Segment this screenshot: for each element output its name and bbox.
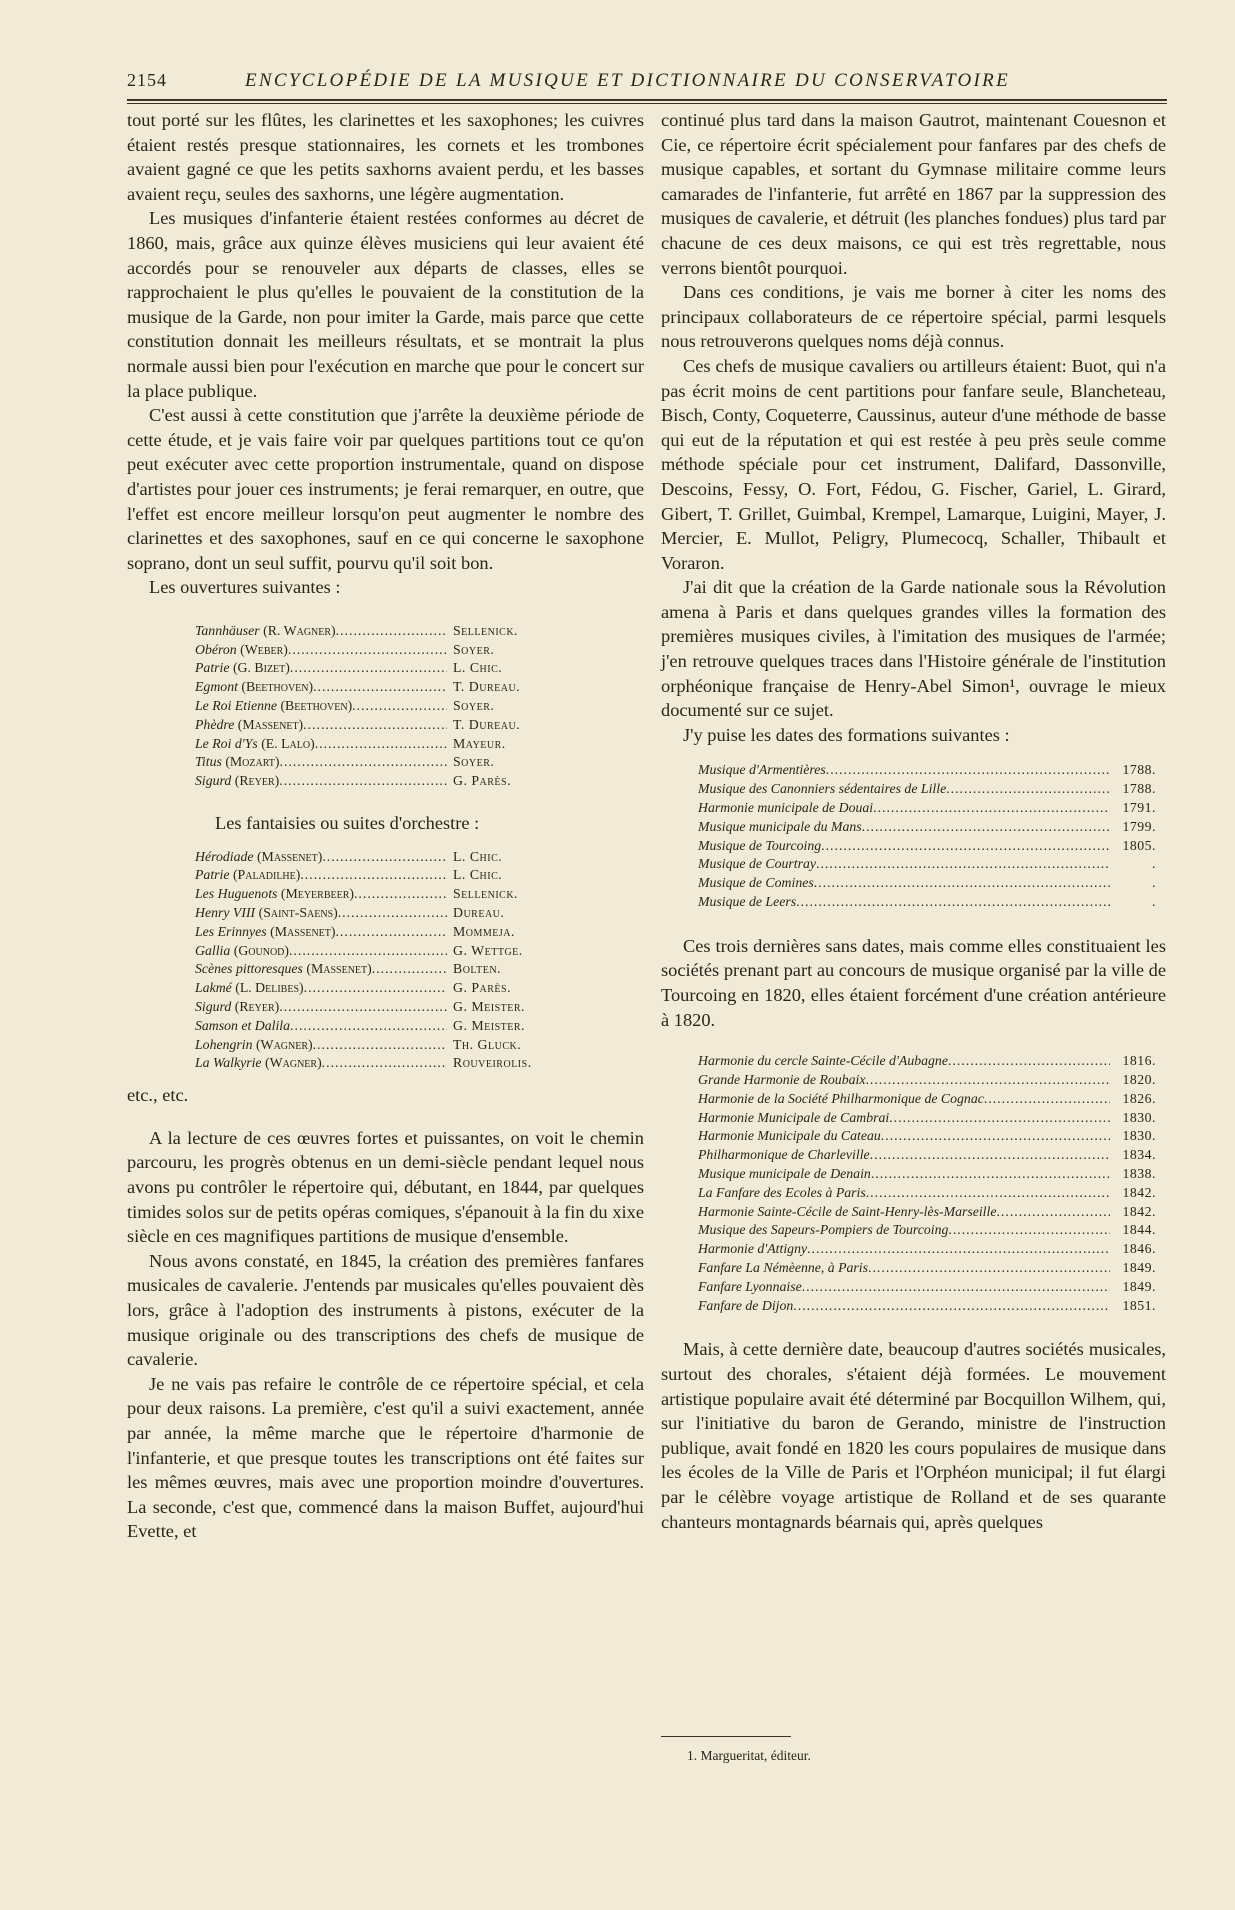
work-arranger: G. Parès.: [453, 773, 512, 789]
work-composer: (Massenet): [256, 848, 323, 864]
society-year: 1851.: [1122, 1297, 1156, 1313]
society-entry: [698, 1203, 1156, 1222]
society-entry: [698, 761, 1156, 780]
work-entry: [195, 979, 565, 998]
society-name: Philharmonique de Charleville: [698, 1147, 870, 1163]
work-composer: (Weber): [240, 641, 288, 657]
leader-dots: [304, 979, 447, 998]
society-entry: [698, 1184, 1156, 1203]
society-name: Musique des Canonniers sédentaires de Lille: [698, 781, 947, 797]
work-title-text: Tannhäuser: [195, 622, 260, 638]
society-name: Harmonie Sainte-Cécile de Saint-Henry-lès-Marseille: [698, 1203, 997, 1219]
society-name: Fanfare Lyonnaise: [698, 1278, 802, 1294]
work-title-text: Lakmé: [195, 980, 232, 996]
work-arranger: Mayeur.: [453, 735, 506, 751]
society-year: 1844.: [1122, 1222, 1156, 1238]
work-title-text: Gallia: [195, 942, 231, 958]
work-title-text: Les Huguenots: [195, 886, 278, 902]
work-arranger: T. Dureau.: [453, 716, 521, 732]
work-arranger: Th. Gluck.: [453, 1036, 522, 1052]
work-title-text: Samson et Dalila: [195, 1017, 291, 1033]
work-entry: [195, 716, 565, 735]
leader-dots: [996, 1203, 1110, 1222]
leader-dots: [821, 837, 1110, 856]
leader-dots: [315, 735, 447, 754]
leader-dots: [336, 622, 447, 641]
leader-dots: [300, 866, 447, 885]
work-composer: (Meyerbeer): [280, 886, 354, 902]
later-societies-list: [698, 1052, 1156, 1315]
leader-dots: [868, 1259, 1110, 1278]
left-column: [127, 108, 644, 1544]
society-entry: [698, 893, 1156, 912]
society-entry: [698, 1240, 1156, 1259]
work-entry: [195, 904, 565, 923]
leader-dots: [279, 998, 447, 1017]
work-arranger: L. Chic.: [453, 660, 503, 676]
paragraph: continué plus tard dans la maison Gautrot, maintenant Couesnon et Cie, ce répertoire écrit spécialement pour fanfares par des chefs de musique capables, et sortant du Gymnase militaire comme leurs camarades de l'infanterie, fut arrêté en 1867 par la suppression des musiques de cavalerie, et détruit (les planches fondues) plus tard par chacune de ces deux maisons, ce qui est très regrettable, nous verrons bientôt pourquoi.: [661, 110, 1166, 278]
work-entry: [195, 848, 565, 867]
work-title-text: Egmont: [195, 679, 238, 695]
society-year: 1816.: [1122, 1053, 1156, 1069]
leader-dots: [802, 1278, 1110, 1297]
work-title: [195, 1054, 322, 1073]
work-arranger: Soyer.: [453, 641, 495, 657]
leader-dots: [889, 1109, 1110, 1128]
work-composer: (Mozart): [225, 754, 280, 770]
leader-dots: [352, 697, 447, 716]
work-title: [195, 848, 322, 867]
work-title-text: Henry VIII: [195, 905, 256, 921]
leader-dots: [288, 641, 447, 660]
work-title-text: Sigurd: [195, 773, 232, 789]
society-name: Harmonie d'Attigny: [698, 1241, 808, 1257]
society-name: Grande Harmonie de Roubaix: [698, 1071, 866, 1087]
work-title: [195, 697, 352, 716]
society-entry: [698, 1297, 1156, 1316]
work-arranger: G. Wettge.: [453, 942, 523, 958]
society-year: 1849.: [1122, 1259, 1156, 1275]
society-year: 1799.: [1122, 818, 1156, 834]
work-composer: (Massenet): [270, 923, 336, 939]
society-entry: [698, 1146, 1156, 1165]
society-year: 1791.: [1122, 800, 1156, 816]
leader-dots: [946, 780, 1110, 799]
work-composer: (Reyer): [234, 999, 280, 1015]
society-name: La Fanfare des Ecoles à Paris: [698, 1184, 866, 1200]
society-name: Musique d'Armentières: [698, 762, 826, 778]
overtures-list: [195, 622, 565, 791]
society-name: Musique de Tourcoing: [698, 837, 822, 853]
footnote-rule: [661, 1736, 791, 1737]
society-name: Harmonie municipale de Douai: [698, 800, 874, 816]
leader-dots: [372, 960, 447, 979]
leader-dots: [279, 772, 447, 791]
work-arranger: Bolten.: [453, 961, 502, 977]
society-name: Musique des Sapeurs-Pompiers de Tourcoing: [698, 1222, 949, 1238]
work-title-text: La Walkyrie: [195, 1055, 262, 1071]
work-composer: (Wagner): [265, 1055, 322, 1071]
society-name: Harmonie du cercle Sainte-Cécile d'Aubagne: [698, 1053, 948, 1069]
society-year: 1788.: [1122, 781, 1156, 797]
work-title-text: Scènes pittoresques: [195, 961, 303, 977]
work-entry: [195, 697, 565, 716]
work-composer: (Paladilhe): [232, 867, 301, 883]
leader-dots: [290, 1017, 447, 1036]
paragraph: Nous avons constaté, en 1845, la création des premières fanfares musicales de cavalerie. J'entends par musicales qu'elles pouvaient dès lors, grâce à l'adoption des instruments à pistons, exécuter de la musique originale ou des transcriptions des chefs de musique de cavalerie.: [127, 1250, 644, 1370]
society-name: Musique de Leers: [698, 894, 797, 910]
society-year: .: [1152, 894, 1156, 910]
leader-dots: [313, 678, 447, 697]
leader-dots: [871, 1165, 1110, 1184]
paragraph: Ces trois dernières sans dates, mais comme elles constituaient les sociétés prenant part au concours de musique organisé par la ville de Tourcoing en 1820, elles étaient forcément d'une création antérieure à 1820.: [661, 935, 1166, 1030]
paragraph: J'ai dit que la création de la Garde nationale sous la Révolution amena à Paris et dans quelques grandes villes la formation des premières musiques civiles, à l'imitation des musiques de l'armée; j'en retrouve quelques traces dans l'Histoire générale de l'institution orphéonique française de Henry-Abel Simon¹, ouvrage le mieux documenté sur ce sujet.: [661, 577, 1166, 721]
society-year: 1842.: [1122, 1184, 1156, 1200]
society-year: .: [1152, 875, 1156, 891]
right-column: [661, 108, 1166, 1534]
leader-dots: [948, 1052, 1110, 1071]
leader-dots: [870, 1146, 1110, 1165]
society-name: Musique de Courtray: [698, 856, 817, 872]
fantasies-list: [195, 848, 565, 1074]
work-composer: (R. Wagner): [263, 622, 336, 638]
work-arranger: G. Meister.: [453, 1017, 525, 1033]
running-title: ENCYCLOPÉDIE DE LA MUSIQUE ET DICTIONNAIRE DU CONSERVATOIRE: [245, 70, 1010, 91]
work-arranger: Soyer.: [453, 698, 495, 714]
work-title: [195, 641, 288, 660]
society-entry: [698, 1165, 1156, 1184]
society-name: Fanfare La Némèenne, à Paris: [698, 1259, 869, 1275]
work-title-text: Sigurd: [195, 999, 232, 1015]
society-year: 1830.: [1122, 1109, 1156, 1125]
work-title: [195, 716, 303, 735]
society-entry: [698, 818, 1156, 837]
work-arranger: Rouveirolis.: [453, 1055, 532, 1071]
society-name: Musique municipale du Mans: [698, 818, 862, 834]
work-entry: [195, 678, 565, 697]
society-entry: [698, 1221, 1156, 1240]
work-arranger: Sellenick.: [453, 886, 518, 902]
work-title: [195, 904, 338, 923]
work-composer: (Wagner): [255, 1036, 313, 1052]
leader-dots: [826, 761, 1110, 780]
society-year: 1788.: [1122, 762, 1156, 778]
society-entry: [698, 874, 1156, 893]
society-name: Musique de Comines: [698, 875, 814, 891]
work-entry: [195, 622, 565, 641]
work-arranger: L. Chic.: [453, 867, 503, 883]
work-title: [195, 979, 304, 998]
work-composer: (E. Lalo): [261, 735, 315, 751]
society-entry: [698, 1127, 1156, 1146]
list-intro: Les ouvertures suivantes :: [149, 577, 341, 598]
leader-dots: [793, 1297, 1110, 1316]
work-composer: (Beethoven): [280, 698, 353, 714]
work-title-text: Hérodiade: [195, 848, 254, 864]
work-arranger: G. Parès.: [453, 980, 512, 996]
society-year: 1849.: [1122, 1278, 1156, 1294]
work-title-text: Phèdre: [195, 716, 235, 732]
list-intro: Les fantaisies ou suites d'orchestre :: [215, 813, 480, 834]
leader-dots: [796, 893, 1110, 912]
page-number: 2154: [127, 70, 167, 90]
work-entry: [195, 998, 565, 1017]
footnote: 1. Margueritat, éditeur.: [687, 1748, 811, 1763]
work-title: [195, 960, 372, 979]
society-entry: [698, 780, 1156, 799]
leader-dots: [866, 1184, 1110, 1203]
leader-dots: [814, 874, 1110, 893]
work-title-text: Titus: [195, 754, 222, 770]
society-year: 1838.: [1122, 1165, 1156, 1181]
paragraph: Dans ces conditions, je vais me borner à citer les noms des principaux collaborateurs de ce répertoire spécial, parmi lesquels nous retrouverons quelques noms déjà connus.: [661, 282, 1166, 352]
society-entry: [698, 1259, 1156, 1278]
header-rule: [127, 99, 1167, 101]
leader-dots: [289, 942, 447, 961]
work-entry: [195, 942, 565, 961]
work-entry: [195, 753, 565, 772]
work-title-text: Patrie: [195, 867, 230, 883]
leader-dots: [807, 1240, 1110, 1259]
work-composer: (Massenet): [237, 716, 304, 732]
work-arranger: T. Dureau.: [453, 679, 521, 695]
society-name: Harmonie Municipale de Cambrai: [698, 1109, 890, 1125]
work-composer: (Gounod): [233, 942, 289, 958]
work-title: [195, 753, 280, 772]
work-entry: [195, 866, 565, 885]
etc-text: etc., etc.: [127, 1085, 189, 1106]
society-entry: [698, 1090, 1156, 1109]
leader-dots: [862, 818, 1110, 837]
work-composer: (Massenet): [306, 961, 372, 977]
work-composer: (Reyer): [234, 773, 280, 789]
leader-dots: [873, 799, 1110, 818]
paragraph: C'est aussi à cette constitution que j'arrête la deuxième période de cette étude, et je vais faire voir par quelques partitions tout ce qu'on peut exécuter avec cette proportion instrumentale, quand on dispose d'artistes pour jouer ces instruments; je ferai remarquer, en outre, que l'effet est encore meilleur lorsqu'on peut augmenter le nombre des clarinettes et des saxophones, sauf en ce qui concerne le saxophone soprano, dont un seul suffit, pourvu qu'il soit bon.: [127, 405, 644, 573]
society-entry: [698, 1052, 1156, 1071]
paragraph: Ces chefs de musique cavaliers ou artilleurs étaient: Buot, qui n'a pas écrit moins de cent partitions pour fanfare seule, Blancheteau, Bisch, Conty, Coqueterre, Caussinus, auteur d'une méthode de basse qui eut de la réputation et qui est restée à peu près seule comme méthode spéciale pour cet instrument, Dalifard, Dassonville, Descoins, Fessy, O. Fort, Fédou, G. Fischer, Gariel, L. Girard, Gibert, T. Grillet, Guimbal, Krempel, Lamarque, Luigini, Mayer, J. Mercier, E. Mullot, Peligry, Plumecocq, Schaller, Thibault et Voraron.: [661, 355, 1166, 573]
work-entry: [195, 735, 565, 754]
leader-dots: [313, 1036, 447, 1055]
work-composer: (L. Delibes): [235, 980, 304, 996]
work-entry: [195, 641, 565, 660]
society-entry: [698, 855, 1156, 874]
list-intro: J'y puise les dates des formations suivantes :: [683, 724, 1010, 745]
paragraph: A la lecture de ces œuvres fortes et puissantes, on voit le chemin parcouru, les progrès obtenus en un demi-siècle pendant lequel nous avons pu contrôler le répertoire qui, débutant, en 1844, par quelques timides solos sur de petits opéras comiques, s'épanouit à la fin du xixe siècle en ces magnifiques partitions de musique d'ensemble.: [127, 1127, 644, 1247]
work-entry: [195, 923, 565, 942]
society-year: .: [1152, 856, 1156, 872]
society-year: 1842.: [1122, 1203, 1156, 1219]
work-entry: [195, 659, 565, 678]
leader-dots: [280, 753, 448, 772]
work-entry: [195, 885, 565, 904]
work-entry: [195, 960, 565, 979]
leader-dots: [948, 1221, 1110, 1240]
leader-dots: [865, 1071, 1110, 1090]
paragraph: tout porté sur les flûtes, les clarinettes et les saxophones; les cuivres étaient restés presque stationnaires, les cornets et les trombones avaient gagné ce que les petits saxhorns avaient perdu, et les basses avaient reçu, seules des saxhorns, une légère augmentation.: [127, 110, 644, 204]
work-title: [195, 885, 354, 904]
leader-dots: [816, 855, 1110, 874]
work-composer: (Saint-Saens): [258, 905, 338, 921]
work-title: [195, 772, 279, 791]
society-entry: [698, 1071, 1156, 1090]
work-composer: (G. Bizet): [232, 660, 290, 676]
work-title: [195, 1036, 313, 1055]
work-title: [195, 998, 279, 1017]
society-entry: [698, 799, 1156, 818]
leader-dots: [984, 1090, 1110, 1109]
work-arranger: Soyer.: [453, 754, 495, 770]
work-title-text: Les Erinnyes: [195, 923, 267, 939]
society-name: Harmonie de la Société Philharmonique de Cognac: [698, 1090, 984, 1106]
work-title: [195, 1017, 290, 1036]
work-arranger: L. Chic.: [453, 848, 503, 864]
paragraph: Les musiques d'infanterie étaient restées conformes au décret de 1860, mais, grâce aux quinze élèves musiciens qui leur avaient été accordés pour se renouveler aux départs de classes, elles se rapprochaient le plus qu'elles le pouvaient de la constitution de la musique de la Garde, non pour imiter la Garde, mais parce que cette constitution donnait les meilleurs résultats, et se montrait la plus normale aussi bien pour l'exécution en marche que pour le concert sur la place publique.: [127, 208, 644, 401]
work-title: [195, 659, 290, 678]
leader-dots: [322, 1054, 447, 1073]
work-composer: (Beethoven): [241, 679, 314, 695]
society-name: Harmonie Municipale du Cateau: [698, 1128, 881, 1144]
leader-dots: [290, 659, 447, 678]
work-arranger: Dureau.: [453, 905, 505, 921]
header-rule-thin: [127, 103, 1167, 104]
paragraph: Mais, à cette dernière date, beaucoup d'autres sociétés musicales, surtout des chorales, s'étaient déjà formées. Le mouvement artistique populaire avait été déterminé par Bocquillon Wilhem, qui, sur l'initiative du baron de Gerando, ministre de l'instruction publique, avait fondé en 1820 les cours populaires de musique dans les écoles de la Ville de Paris et l'Orphéon municipal; il fut élargi par le célèbre voyage artistique de Rolland et de ses quarante chanteurs montagnards béarnais qui, après quelques: [661, 1339, 1166, 1532]
work-entry: [195, 1036, 565, 1055]
society-year: 1830.: [1122, 1128, 1156, 1144]
work-arranger: Mommeja.: [453, 923, 515, 939]
society-year: 1820.: [1122, 1071, 1156, 1087]
work-title: [195, 678, 313, 697]
early-societies-list: [698, 761, 1156, 911]
work-title: [195, 942, 289, 961]
work-entry: [195, 1054, 565, 1073]
society-year: 1805.: [1122, 837, 1156, 853]
society-entry: [698, 1109, 1156, 1128]
work-arranger: Sellenick.: [453, 622, 518, 638]
society-year: 1846.: [1122, 1241, 1156, 1257]
work-title-text: Le Roi Etienne: [195, 698, 277, 714]
society-name: Fanfare de Dijon: [698, 1297, 794, 1313]
work-title-text: Patrie: [195, 660, 230, 676]
work-title: [195, 923, 335, 942]
work-title-text: Obéron: [195, 641, 237, 657]
work-title: [195, 866, 300, 885]
work-entry: [195, 772, 565, 791]
society-year: 1834.: [1122, 1147, 1156, 1163]
work-title-text: Le Roi d'Ys: [195, 735, 258, 751]
paragraph: Je ne vais pas refaire le contrôle de ce répertoire spécial, et cela pour deux raisons. La première, c'est qu'il a suivi exactement, année par année, la même marche que le répertoire d'harmonie de l'infanterie, et que presque toutes les transcriptions ont été faites sur les mêmes œuvres, mais avec une proportion moindre d'ouvertures. La seconde, c'est que, commencé dans la maison Buffet, aujourd'hui Evette, et: [127, 1373, 644, 1542]
work-arranger: G. Meister.: [453, 999, 525, 1015]
society-name: Musique municipale de Denain: [698, 1165, 871, 1181]
leader-dots: [322, 848, 447, 867]
leader-dots: [354, 885, 447, 904]
leader-dots: [881, 1127, 1110, 1146]
work-title: [195, 735, 315, 754]
work-title: [195, 622, 336, 641]
running-header: [127, 64, 1167, 98]
work-entry: [195, 1017, 565, 1036]
society-entry: [698, 837, 1156, 856]
leader-dots: [335, 923, 447, 942]
leader-dots: [303, 716, 447, 735]
society-year: 1826.: [1122, 1090, 1156, 1106]
society-entry: [698, 1278, 1156, 1297]
work-title-text: Lohengrin: [195, 1036, 253, 1052]
leader-dots: [338, 904, 447, 923]
